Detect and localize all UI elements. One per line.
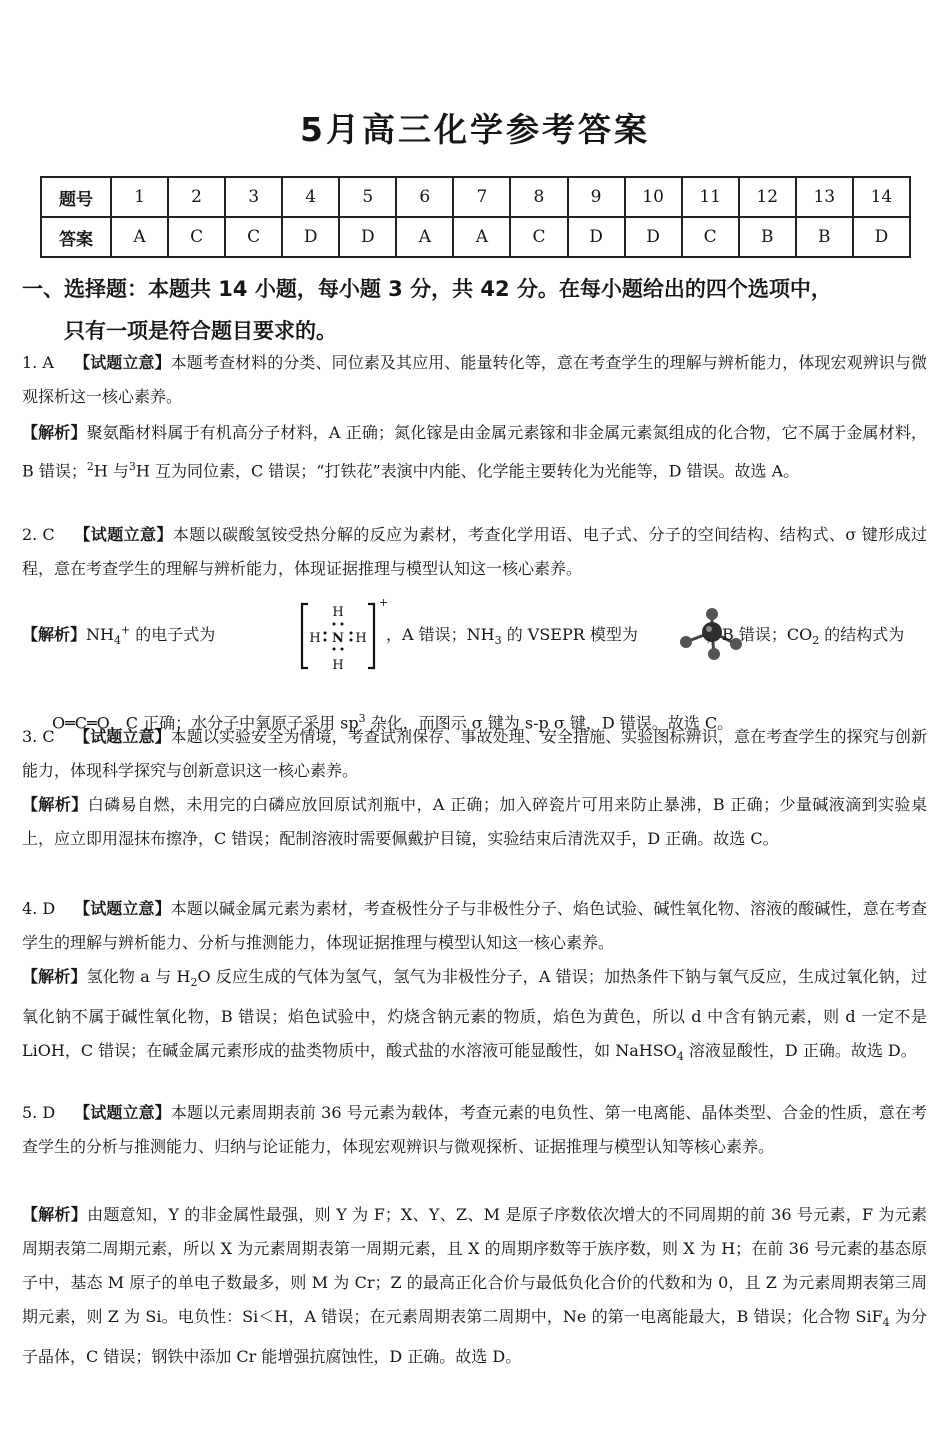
q2-intent-text: 本题以碳酸氢铵受热分解的反应为素材，考查化学用语、电子式、分子的空间结构、结构式、σ 键形成过程，意在考查学生的理解与辨析能力，体现证据推理与模型认知这一核心素养。 — [22, 525, 927, 578]
q5-intent-text: 本题以元素周期表前 36 号元素为载体，考查元素的电负性、第一电离能、晶体类型、合金的性质，意在考查学生的分析与推测能力、归纳与论证能力，体现宏观辨识与微观探析、证据推理与模型认知等核心素养。 — [22, 1103, 927, 1156]
q4-analysis — [22, 960, 927, 1074]
q1-number: 1. A — [22, 353, 54, 372]
question-number-cell: 5 — [339, 177, 396, 217]
question-number-cell: 7 — [453, 177, 510, 217]
analysis-tag: 【解析】 — [22, 795, 88, 814]
q2-seg1-sup: + — [120, 623, 131, 637]
q2-seg2-sub: 3 — [494, 634, 502, 648]
q4-analysis-b: O 反应生成的气体为氢气，氢气为非极性分子，A 错误；加热条件下钠与氧气反应，生成过氧化钠，过氧化钠不属于碱性氧化物，B 错误；焰色试验中，灼烧含钠元素的物质，焰色为黄色，所以 d 中含有钠元素，则 d 一定不是 LiOH，C 错误；在碱金属元素形成的盐类物质中，酸式盐的水溶液可能显酸性，如 NaHSO — [22, 967, 927, 1061]
question-number-cell: 11 — [682, 177, 739, 217]
question-number-cell: 2 — [168, 177, 225, 217]
q3-number: 3. C — [22, 727, 55, 746]
q2-analysis-tail — [706, 622, 904, 647]
page-title: 5月高三化学参考答案 — [300, 110, 650, 149]
q2-intent — [22, 518, 927, 586]
answer-cell: C — [168, 217, 225, 257]
answer-cell: B — [796, 217, 853, 257]
intent-tag: 【试题立意】 — [74, 899, 171, 918]
ammonium-electron-dot-structure — [300, 596, 389, 674]
answer-cell: D — [282, 217, 339, 257]
section-heading-line1: 一、选择题：本题共 14 小题，每小题 3 分，共 42 分。在每小题给出的四个选项中， — [22, 277, 832, 301]
answer-cell: D — [339, 217, 396, 257]
answer-cell: D — [625, 217, 682, 257]
q2-seg2b: 的 VSEPR 模型为 — [501, 625, 638, 644]
q5-analysis-a: 由题意知，Y 的非金属性最强，则 Y 为 F；X、Y、Z、M 是原子序数依次增大的不同周期的前 36 号元素，F 为元素周期表第二周期元素，所以 X 为元素周期表第一周期元素，且 X 的周期序数等于族序数，则 X 为 H；在前 36 号元素的基态原子中，基态 M 原子的单电子数最多，则 M 为 Cr；Z 的最高正化合价与最低负化合价的代数和为 0，且 Z 为元素周期表第三周期元素，则 Z 为 Si。电负性：Si＜H，A 错误；在元素周期表第二周期中，Ne 的第一电离能最大，B 错误；化合物 SiF — [22, 1205, 927, 1326]
q2-seg1: NH — [86, 625, 114, 644]
answer-table-answer-row — [41, 217, 910, 257]
answer-cell: C — [510, 217, 567, 257]
q2-formula-row — [22, 596, 925, 680]
q4-analysis-c: 溶液显酸性，D 正确。故选 D。 — [683, 1041, 917, 1061]
question-number-cell: 4 — [282, 177, 339, 217]
ed-n-center: N — [332, 631, 344, 646]
answer-cell: D — [568, 217, 625, 257]
question-number-cell: 3 — [225, 177, 282, 217]
table-header-label: 题号 — [41, 177, 111, 217]
analysis-tag: 【解析】 — [22, 625, 87, 644]
q1-sup-3: 3 — [128, 460, 136, 473]
answer-cell: C — [225, 217, 282, 257]
ed-h-top: H — [332, 605, 344, 620]
q2-line2: O═C═O，C 正确；水分子中氧原子采用 sp — [52, 713, 359, 733]
ed-h-bottom: H — [332, 658, 344, 673]
q2-line2b: 杂化，而图示 σ 键为 s-p σ 键，D 错误。故选 C。 — [365, 713, 734, 733]
q4-number: 4. D — [22, 899, 56, 918]
q5-sub-4: 4 — [882, 1316, 890, 1330]
q2-seg3b: 的结构式为 — [819, 625, 905, 644]
q1-intent — [22, 346, 927, 414]
ed-h-right: H — [355, 631, 367, 646]
analysis-tag: 【解析】 — [22, 423, 87, 442]
q5-analysis — [22, 1198, 927, 1374]
q2-analysis-lead — [22, 622, 215, 647]
q1-analysis-text-h2: H 与 — [93, 461, 129, 481]
q5-intent — [22, 1096, 927, 1164]
analysis-tag: 【解析】 — [22, 1205, 88, 1224]
question-number-cell: 1 — [111, 177, 168, 217]
intent-tag: 【试题立意】 — [74, 525, 173, 544]
question-number-cell: 9 — [568, 177, 625, 217]
q2-analysis-mid — [386, 622, 638, 647]
q2-seg3-sub: 2 — [812, 634, 820, 648]
q5-analysis-b: 为分子晶体，C 错误；钢铁中添加 Cr 能增强抗腐蚀性，D 正确。故选 D。 — [22, 1307, 927, 1367]
question-number-cell: 6 — [396, 177, 453, 217]
q4-sub-2: 2 — [190, 976, 198, 990]
q2-seg3: ，B 错误；CO — [706, 625, 813, 644]
answer-cell: C — [682, 217, 739, 257]
q1-analysis-text-h3: H 互为同位素，C 错误；“打铁花”表演中内能、化学能主要转化为光能等，D 错误。故选 A。 — [135, 461, 800, 481]
q4-intent-text: 本题以碱金属元素为素材，考查极性分子与非极性分子、焰色试验、碱性氧化物、溶液的酸碱性，意在考查学生的理解与辨析能力、分析与推测能力，体现证据推理与模型认知这一核心素养。 — [22, 899, 927, 952]
intent-tag: 【试题立意】 — [74, 727, 171, 746]
table-answer-label: 答案 — [41, 217, 111, 257]
q1-analysis — [22, 416, 927, 488]
q3-analysis-text: 白磷易自燃，未用完的白磷应放回原试剂瓶中，A 正确；加入碎瓷片可用来防止暴沸，B 正确；少量碱液滴到实验桌上，应立即用湿抹布擦净，C 错误；配制溶液时需要佩戴护目镜，实验结束后清洗双手，D 正确。故选 C。 — [22, 795, 927, 848]
answer-cell: B — [739, 217, 796, 257]
question-number-cell: 13 — [796, 177, 853, 217]
q5-number: 5. D — [22, 1103, 56, 1122]
answer-table-number-row — [41, 177, 910, 217]
q3-analysis — [22, 788, 927, 856]
q1-sup-2: 2 — [86, 460, 94, 473]
answer-cell: A — [396, 217, 453, 257]
q3-intent — [22, 720, 927, 788]
q2-seg1-sub: 4 — [113, 634, 121, 648]
answer-cell: A — [453, 217, 510, 257]
q3-intent-text: 本题以实验安全为情境，考查试剂保存、事故处理、安全措施、实验图标辨识，意在考查学生的探究与创新能力，体现科学探究与创新意识这一核心素养。 — [22, 727, 927, 780]
answer-cell: A — [111, 217, 168, 257]
q2-seg2: ，A 错误；NH — [386, 625, 495, 644]
question-number-cell: 12 — [739, 177, 796, 217]
q2-seg1b: 的电子式为 — [130, 625, 216, 644]
q1-analysis-text-a: 聚氨酯材料属于有机高分子材料，A 正确；氮化镓是由金属元素镓和非金属元素氮组成的化合物，它不属于金属材料，B 错误； — [22, 423, 927, 481]
ed-charge: + — [379, 596, 389, 609]
section-heading-line2: 只有一项是符合题目要求的。 — [64, 319, 337, 343]
q4-sub-4: 4 — [676, 1050, 684, 1064]
ed-h-left: H — [309, 631, 321, 646]
intent-tag: 【试题立意】 — [74, 353, 171, 372]
analysis-tag: 【解析】 — [22, 967, 87, 986]
q2-line2-sup: 3 — [358, 712, 366, 725]
section-heading — [22, 268, 927, 352]
q4-intent — [22, 892, 927, 960]
question-number-cell: 10 — [625, 177, 682, 217]
answer-cell: D — [853, 217, 910, 257]
q4-analysis-a: 氢化物 a 与 H — [86, 967, 191, 986]
q2-number: 2. C — [22, 525, 55, 544]
intent-tag: 【试题立意】 — [74, 1103, 171, 1122]
answer-table — [40, 176, 911, 258]
question-number-cell: 14 — [853, 177, 910, 217]
question-number-cell: 8 — [510, 177, 567, 217]
q1-intent-text: 本题考查材料的分类、同位素及其应用、能量转化等，意在考查学生的理解与辨析能力，体现宏观辨识与微观探析这一核心素养。 — [22, 353, 927, 406]
